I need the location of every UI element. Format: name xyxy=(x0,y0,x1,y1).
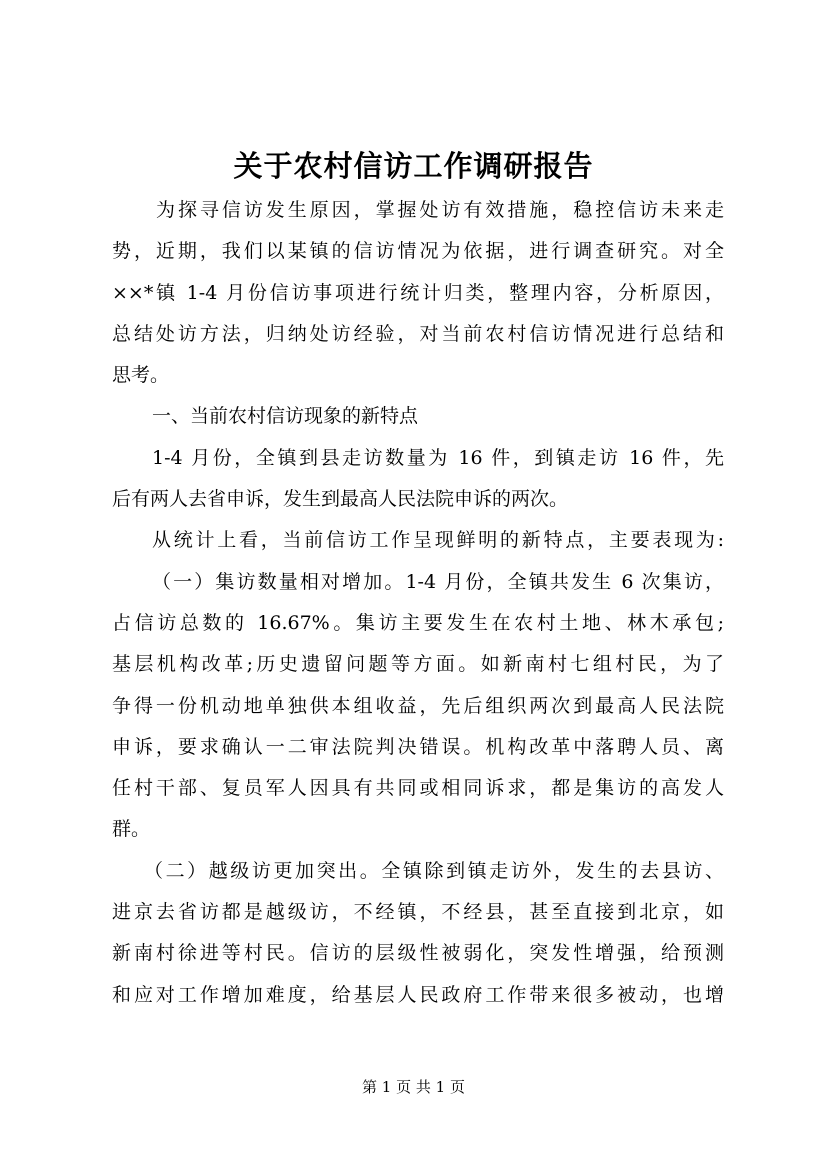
paragraph-line: 进京去省访都是越级访，不经镇，不经县，甚至直接到北京，如 xyxy=(112,901,724,924)
paragraph-line: ××*镇 1-4 月份信访事项进行统计归类，整理内容，分析原因， xyxy=(112,281,724,304)
section-heading: 一、当前农村信访现象的新特点 xyxy=(152,405,419,428)
paragraph-line: 势，近期，我们以某镇的信访情况为依据，进行调查研究。对全 xyxy=(112,240,724,263)
document-body xyxy=(112,190,724,1016)
paragraph-line: 群。 xyxy=(112,818,151,841)
paragraph-line: 占信访总数的 16.67%。集访主要发生在农村土地、林木承包; xyxy=(112,611,724,634)
document-title: 关于农村信访工作调研报告 xyxy=(233,149,594,183)
paragraph-line: （二）越级访更加突出。全镇除到镇走访外，发生的去县访、 xyxy=(144,859,724,882)
paragraph-line: 申诉，要求确认一二审法院判决错误。机构改革中落聘人员、离 xyxy=(112,735,724,758)
paragraph-line: 1-4 月份，全镇到县走访数量为 16 件，到镇走访 16 件，先 xyxy=(152,446,724,469)
paragraph-line: 思考。 xyxy=(112,364,170,387)
paragraph-line: 基层机构改革;历史遗留问题等方面。如新南村七组村民，为了 xyxy=(112,653,724,676)
paragraph-line: 新南村徐进等村民。信访的层级性被弱化，突发性增强，给预测 xyxy=(112,942,724,965)
paragraph-line: 为探寻信访发生原因，掌握处访有效措施，稳控信访未来走 xyxy=(156,199,724,221)
paragraph-line: 总结处访方法，归纳处访经验，对当前农村信访情况进行总结和 xyxy=(112,322,724,345)
paragraph-line: 争得一份机动地单独供本组收益，先后组织两次到最高人民法院 xyxy=(112,694,724,717)
paragraph-line: （一）集访数量相对增加。1-4 月份，全镇共发生 6 次集访， xyxy=(152,570,724,593)
paragraph-line: 和应对工作增加难度，给基层人民政府工作带来很多被动，也增 xyxy=(112,983,724,1006)
paragraph-line: 后有两人去省申诉，发生到最高人民法院申诉的两次。 xyxy=(112,488,569,511)
paragraph-line: 从统计上看，当前信访工作呈现鲜明的新特点，主要表现为: xyxy=(152,529,724,552)
page-number: 第 1 页 共 1 页 xyxy=(362,1078,465,1096)
paragraph-line: 任村干部、复员军人因具有共同或相同诉求，都是集访的高发人 xyxy=(112,777,724,800)
